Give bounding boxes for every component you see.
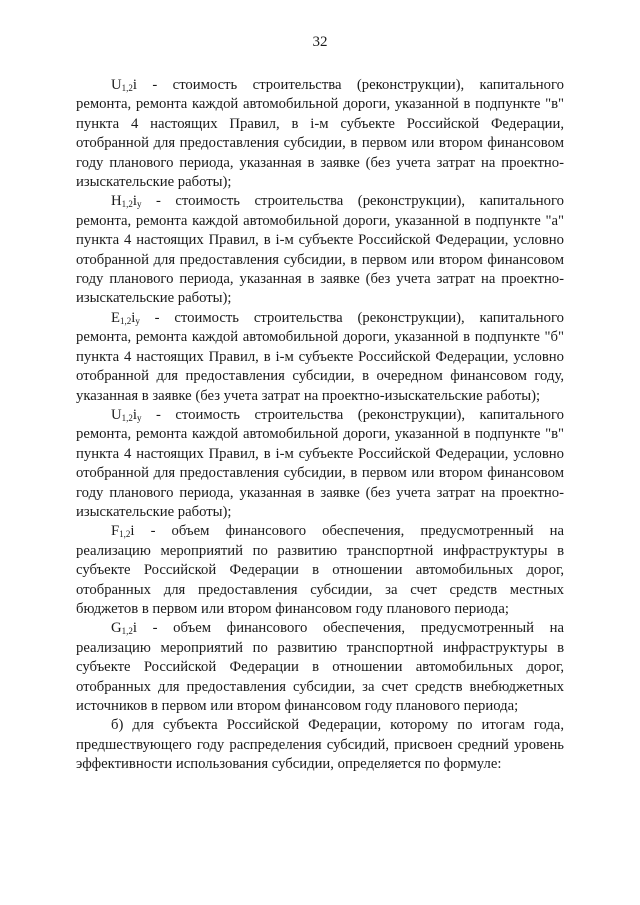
definition-paragraph — [76, 619, 564, 716]
definition-paragraph — [76, 522, 564, 619]
paragraph-text: - объем финансового обеспечения, предусмотренный на реализацию мероприятий по развитию транспортной инфраструктуры в субъекте Российской Федерации в отношении автомобильных дорог, отобранных для предоставления субсидии, за счет средств внебюджетных источников в первом или втором финансовом году планового периода; — [76, 620, 564, 714]
paragraph-text: - стоимость строительства (реконструкции), капитального ремонта, ремонта каждой автомобильной дороги, указанной в подпункте "в" пункта 4 настоящих Правил, в i-м субъекте Российской Федерации, условно отобранной для предоставления субсидии, в первом или втором финансовом году планового периода, указанная в заявке (без учета затрат на проектно-изыскательские работы); — [76, 406, 564, 520]
paragraph-text: - объем финансового обеспечения, предусмотренный на реализацию мероприятий по развитию транспортной инфраструктуры в субъекте Российской Федерации в отношении автомобильных дорог, отобранных для предоставления субсидии, за счет средств местных бюджетов в первом или втором финансовом году планового периода; — [76, 523, 564, 617]
paragraph-text: б) для субъекта Российской Федерации, которому по итогам года, предшествующего году распределения субсидий, присвоен средний уровень эффективности использования субсидии, определяется по формуле: — [76, 717, 564, 773]
page-number: 32 — [312, 34, 328, 50]
formula-symbol: $F_{1,2}i$ — [111, 523, 135, 540]
formula-symbol: $U_{1,2}i$ — [111, 77, 137, 93]
definition-paragraph — [76, 309, 564, 406]
formula-symbol: $G_{1,2}i$ — [111, 620, 137, 637]
definition-paragraph — [76, 406, 564, 522]
formula-symbol: $U_{1,2}i_у$ — [111, 406, 142, 423]
definition-paragraph — [76, 192, 564, 308]
subitem-b-paragraph — [76, 716, 564, 774]
definition-paragraph — [76, 76, 564, 192]
paragraph-text: - стоимость строительства (реконструкции), капитального ремонта, ремонта каждой автомобильной дороги, указанной в подпункте "в" пункта 4 настоящих Правил, в i-м субъекте Российской Федерации, отобранной для предоставления субсидии, в первом или втором финансовом году планового периода, указанная в заявке (без учета затрат на проектно-изыскательские работы); — [76, 77, 564, 191]
paragraph-text: - стоимость строительства (реконструкции), капитального ремонта, ремонта каждой автомобильной дороги, указанной в подпункте "а" пункта 4 настоящих Правил, в i-м субъекте Российской Федерации, условно отобранной для предоставления субсидии, в первом или втором финансовом году планового периода, указанная в заявке (без учета затрат на проектно-изыскательские работы); — [76, 193, 564, 307]
formula-symbol: $E_{1,2}i_у$ — [111, 309, 140, 326]
paragraph-text: - стоимость строительства (реконструкции), капитального ремонта, ремонта каждой автомобильной дороги, указанной в подпункте "б" пункта 4 настоящих Правил, в i-м субъекте Российской Федерации, условно отобранной для предоставления субсидии, в очередном финансовом году, указанная в заявке (без учета затрат на проектно-изыскательские работы); — [76, 309, 564, 404]
document-body — [76, 76, 564, 775]
formula-symbol: $H_{1,2}i_у$ — [111, 193, 142, 210]
